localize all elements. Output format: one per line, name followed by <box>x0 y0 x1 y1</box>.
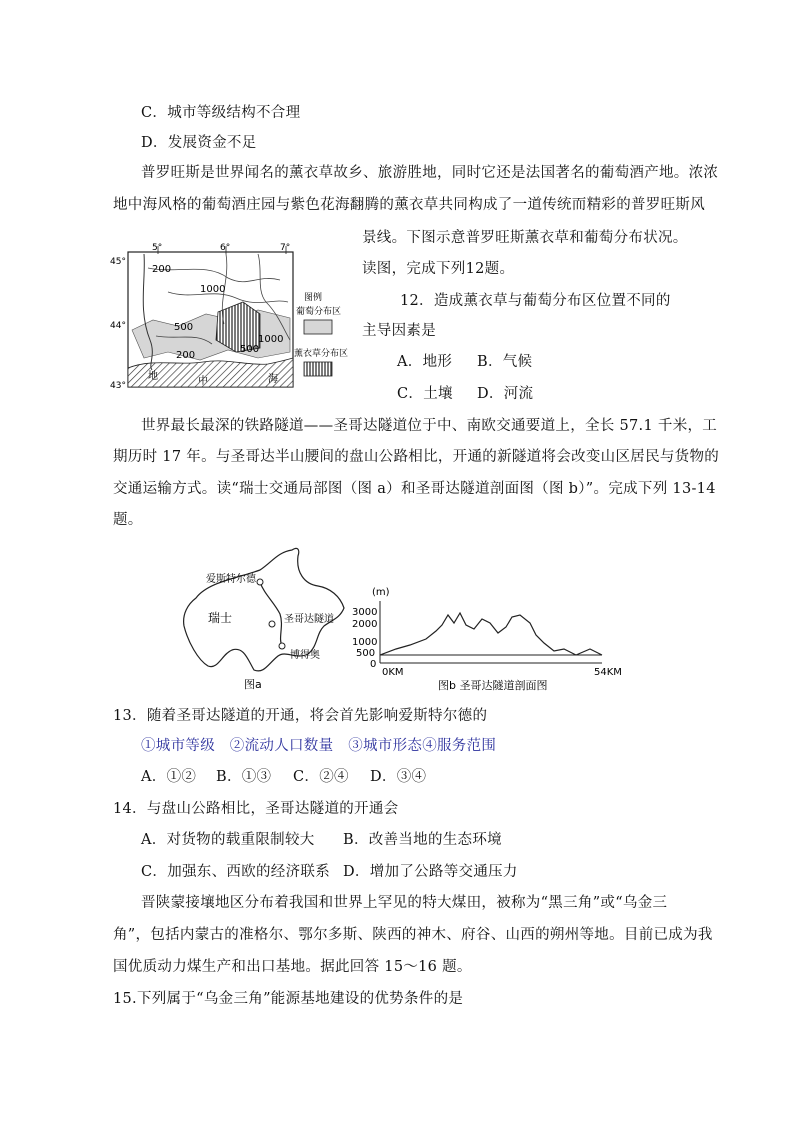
legend-lavender-label: 薰衣草分布区 <box>294 349 349 359</box>
figure-a-caption: 图a <box>244 678 262 691</box>
q14-option-c: C．加强东、西欧的经济联系 <box>141 864 330 880</box>
sea-label: 地 <box>148 371 158 382</box>
contour-label: 500 <box>174 322 194 333</box>
sea-label: 海 <box>268 374 278 385</box>
legend-grape-swatch <box>304 320 332 334</box>
contour-label: 200 <box>176 350 196 361</box>
profile-y-tick: 1000 <box>352 637 378 648</box>
legend-title: 图例 <box>304 293 323 303</box>
q13-items: ①城市等级 ②流动人口数量 ③城市形态④服务范围 <box>141 738 497 754</box>
map-lat-label: 43° <box>110 381 126 390</box>
tunnel-profile-chart <box>350 585 630 693</box>
q11-option-d: D．发展资金不足 <box>141 135 257 151</box>
tunnel-paragraph-line: 题。 <box>113 512 143 528</box>
q13-option-c: C．②④ <box>293 769 349 785</box>
profile-y-tick: 0 <box>370 659 377 670</box>
profile-y-tick: 2000 <box>352 619 378 630</box>
q12-stem: 12．造成薰衣草与葡萄分布区位置不同的 <box>400 293 671 309</box>
map-lon-label: 6° <box>220 243 231 253</box>
q11-option-c: C．城市等级结构不合理 <box>141 105 301 121</box>
tunnel-paragraph-line: 交通运输方式。读“瑞士交通局部图（图 a）和圣哥达隧道剖面图（图 b）”。完成下列 13-14 <box>113 481 716 497</box>
city-label-esterd: 爱斯特尔德 <box>206 574 256 585</box>
provence-paragraph-line: 普罗旺斯是世界闻名的薰衣草故乡、旅游胜地，同时它还是法国著名的葡萄酒产地。浓浓 <box>141 165 719 181</box>
sea-label: 中 <box>198 376 208 387</box>
tunnel-label: 圣哥达隧道 <box>284 614 334 625</box>
profile-unit-label: (m) <box>372 587 390 598</box>
q12-stem: 主导因素是 <box>362 323 436 339</box>
profile-x-tick: 0KM <box>382 667 404 678</box>
q13-option-d: D．③④ <box>370 769 427 785</box>
coal-paragraph-line: 国优质动力煤生产和出口基地。据此回答 15～16 题。 <box>113 959 472 975</box>
contour-label: 1000 <box>200 284 226 295</box>
provence-paragraph-line: 景线。下图示意普罗旺斯薰衣草和葡萄分布状况。 <box>362 230 688 246</box>
map-lat-label: 44° <box>110 321 126 331</box>
map-lon-label: 5° <box>152 243 163 253</box>
q13-option-a: A．①② <box>141 769 197 785</box>
provence-paragraph-line: 读图，完成下列12题。 <box>362 261 515 277</box>
contour-label: 200 <box>152 264 172 275</box>
q14-option-b: B．改善当地的生态环境 <box>343 832 502 848</box>
contour-label: 1000 <box>258 334 284 345</box>
city-label-bodeo: 博得奥 <box>290 650 320 661</box>
q12-option-c: C．土壤 <box>397 386 453 402</box>
provence-map <box>108 240 358 390</box>
provence-paragraph-line: 地中海风格的葡萄酒庄园与紫色花海翻腾的薰衣草共同构成了一道传统而精彩的普罗旺斯风 <box>113 197 705 213</box>
profile-x-tick: 54KM <box>594 667 622 678</box>
q14-stem: 14．与盘山公路相比，圣哥达隧道的开通会 <box>113 801 399 817</box>
profile-y-tick: 3000 <box>352 607 378 618</box>
switzerland-map <box>168 542 358 692</box>
coal-paragraph-line: 晋陕蒙接壤地区分布着我国和世界上罕见的特大煤田，被称为“黑三角”或“乌金三 <box>141 895 668 911</box>
tunnel-paragraph-line: 期历时 17 年。与圣哥达半山腰间的盘山公路相比，开通的新隧道将会改变山区居民与货物的 <box>113 449 720 465</box>
q12-option-a: A．地形 <box>397 354 453 370</box>
q12-option-d: D．河流 <box>477 386 534 402</box>
q12-option-b: B．气候 <box>477 354 533 370</box>
profile-y-tick: 500 <box>356 648 376 659</box>
figure-b-caption: 图b 圣哥达隧道剖面图 <box>438 679 548 692</box>
q15-stem: 15.下列属于“乌金三角”能源基地建设的优势条件的是 <box>113 991 464 1007</box>
legend-grape-label: 葡萄分布区 <box>296 307 342 317</box>
country-label: 瑞士 <box>208 611 233 625</box>
map-lat-label: 45° <box>110 257 126 267</box>
tunnel-paragraph-line: 世界最长最深的铁路隧道——圣哥达隧道位于中、南欧交通要道上，全长 57.1 千米，工 <box>141 418 718 434</box>
q13-stem: 13．随着圣哥达隧道的开通，将会首先影响爱斯特尔德的 <box>113 708 488 724</box>
map-lon-label: 7° <box>280 243 291 253</box>
q13-option-b: B．①③ <box>216 769 272 785</box>
coal-paragraph-line: 角”，包括内蒙古的准格尔、鄂尔多斯、陕西的神木、府谷、山西的朔州等地。目前已成为我 <box>113 927 713 943</box>
legend-lavender-swatch <box>304 362 332 376</box>
q14-option-d: D．增加了公路等交通压力 <box>343 864 518 880</box>
contour-label: 500 <box>240 344 260 355</box>
q14-option-a: A．对货物的载重限制较大 <box>141 832 315 848</box>
